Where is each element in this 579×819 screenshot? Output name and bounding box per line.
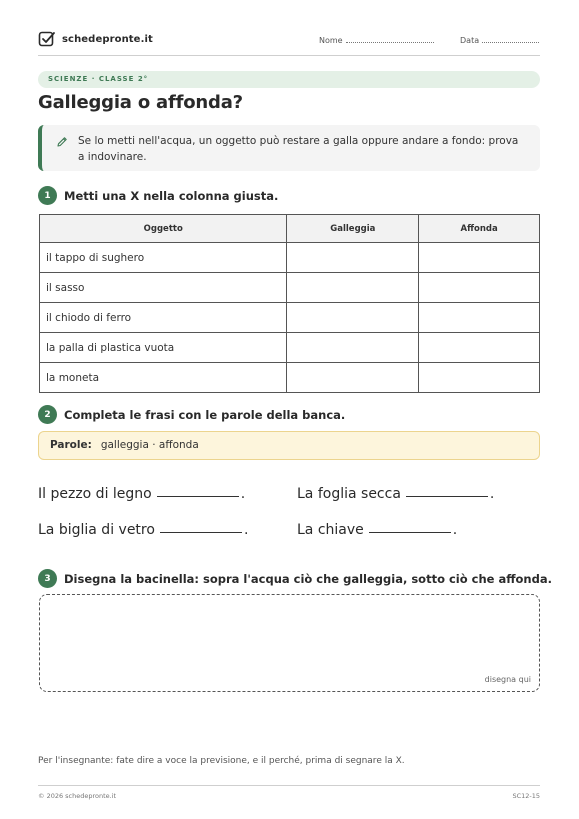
page-title: Galleggia o affonda? [38, 92, 243, 113]
sentence-text: La foglia secca [297, 486, 401, 502]
section-3-heading [38, 569, 552, 588]
floats-cell[interactable] [287, 243, 419, 273]
sinks-cell[interactable] [419, 363, 540, 393]
word-bank-words: galleggia · affonda [100, 439, 199, 451]
name-line [346, 35, 434, 43]
column-header-sinks: Affonda [419, 215, 540, 243]
name-label: Nome [319, 36, 343, 45]
table-row [40, 303, 540, 333]
copyright: © 2026 schedepronte.it [38, 792, 117, 800]
sentence-period: . [452, 522, 458, 538]
sinks-cell[interactable] [419, 273, 540, 303]
drawing-area[interactable] [39, 594, 540, 692]
sinks-cell[interactable] [419, 333, 540, 363]
checkbox-logo-icon [38, 30, 56, 48]
worksheet-code: SC12-15 [512, 792, 540, 800]
section-3-number: 3 [38, 569, 57, 588]
floats-cell[interactable] [287, 333, 419, 363]
sentence-3 [38, 522, 248, 538]
object-cell: il sasso [40, 273, 287, 303]
section-2-title: Completa le frasi con le parole della banca. [64, 407, 346, 422]
answer-blank[interactable] [160, 532, 242, 533]
date-line [482, 35, 539, 43]
name-field[interactable] [319, 35, 434, 45]
table-row [40, 273, 540, 303]
pencil-icon [56, 136, 68, 148]
object-cell: la palla di plastica vuota [40, 333, 287, 363]
section-2-number: 2 [38, 405, 57, 424]
answer-blank[interactable] [406, 496, 488, 497]
sentence-period: . [243, 522, 249, 538]
page-header [38, 30, 540, 56]
float-sink-table [39, 214, 540, 393]
teacher-note: Per l'insegnante: fate dire a voce la previsione, e il perché, prima di segnare la X. [38, 756, 405, 766]
sinks-cell[interactable] [419, 303, 540, 333]
subject-pill: SCIENZE · CLASSE 2° [38, 71, 540, 88]
sentence-period: . [240, 486, 246, 502]
sentence-text: La biglia di vetro [38, 522, 155, 538]
floats-cell[interactable] [287, 363, 419, 393]
sentence-1 [38, 486, 245, 502]
intro-note-text: Se lo metti nell'acqua, un oggetto può restare a galla oppure andare a fondo: prova a indovinare. [78, 135, 519, 163]
sentence-4 [297, 522, 457, 538]
section-1-number: 1 [38, 186, 57, 205]
table-row [40, 363, 540, 393]
object-cell: il chiodo di ferro [40, 303, 287, 333]
object-cell: la moneta [40, 363, 287, 393]
answer-blank[interactable] [369, 532, 451, 533]
sentence-period: . [489, 486, 495, 502]
object-cell: il tappo di sughero [40, 243, 287, 273]
section-1-title: Metti una X nella colonna giusta. [64, 188, 279, 203]
intro-note [38, 125, 540, 171]
section-2-heading [38, 405, 345, 424]
sentence-2 [297, 486, 494, 502]
sentence-text: La chiave [297, 522, 364, 538]
answer-blank[interactable] [157, 496, 239, 497]
date-label: Data [460, 36, 480, 45]
column-header-floats: Galleggia [287, 215, 419, 243]
table-row [40, 333, 540, 363]
logo [38, 30, 153, 48]
floats-cell[interactable] [287, 303, 419, 333]
page-footer [38, 785, 540, 800]
sentence-text: Il pezzo di legno [38, 486, 152, 502]
date-field[interactable] [460, 35, 539, 45]
table-row [40, 243, 540, 273]
word-bank-label: Parole: [50, 439, 92, 451]
sinks-cell[interactable] [419, 243, 540, 273]
brand-name: schedepronte.it [62, 33, 153, 45]
section-3-title: Disegna la bacinella: sopra l'acqua ciò che galleggia, sotto ciò che affonda. [64, 571, 552, 586]
column-header-object: Oggetto [40, 215, 287, 243]
floats-cell[interactable] [287, 273, 419, 303]
section-1-heading [38, 186, 278, 205]
drawing-area-label: disegna qui [484, 675, 531, 684]
word-bank [38, 431, 540, 460]
